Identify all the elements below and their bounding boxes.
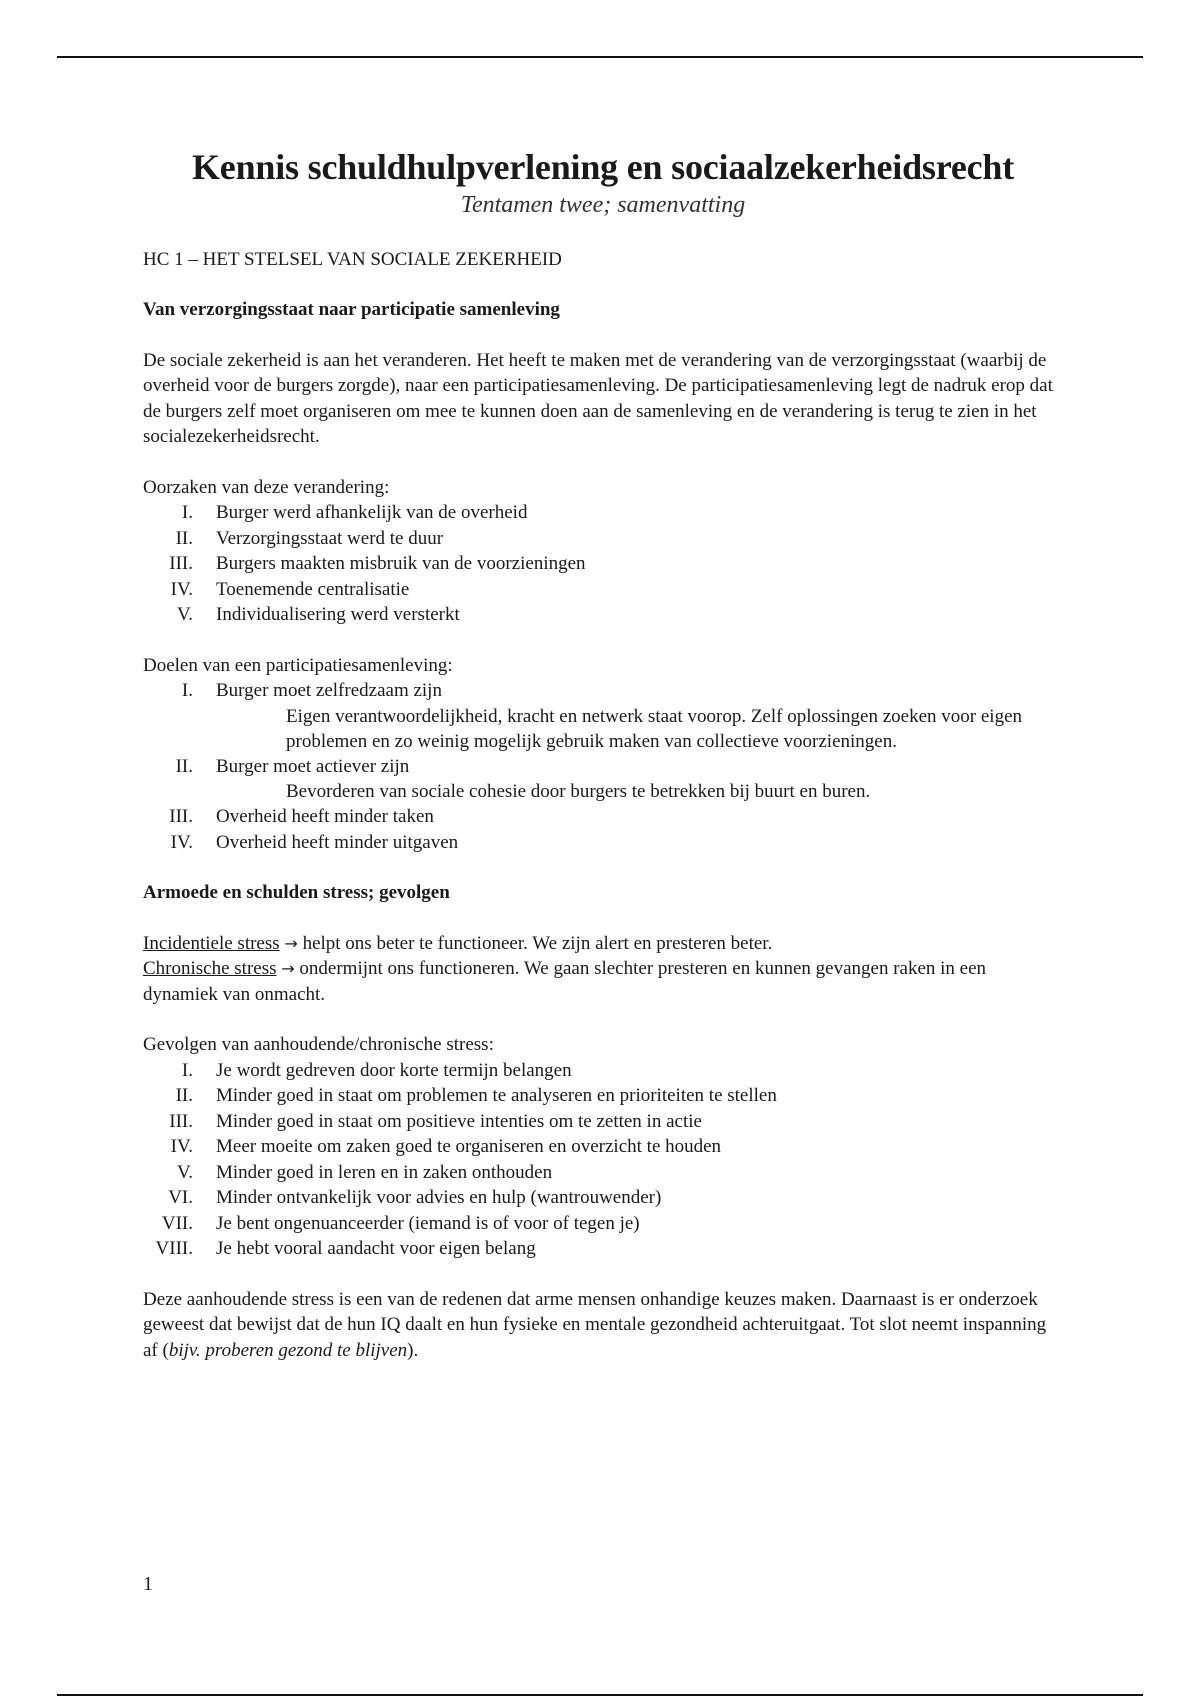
section-heading: HC 1 – HET STELSEL VAN SOCIALE ZEKERHEID	[143, 249, 562, 270]
list-item: I. Je wordt gedreven door korte termijn belangen	[181, 1059, 572, 1081]
causes-intro: Oorzaken van deze verandering:	[143, 476, 390, 498]
document-body	[143, 144, 1063, 1363]
incidental-label: Incidentiele stress	[143, 932, 280, 954]
goals-intro: Doelen van een participatiesamenleving:	[143, 654, 453, 676]
list-item-detail: Bevorderen van sociale cohesie door burgers te betrekken bij buurt en buren.	[286, 781, 871, 802]
page-number: 1	[143, 1573, 153, 1595]
stress-chronic: Chronische stress → ondermijnt ons functioneren. We gaan slechter presteren en kunnen gevangen raken in een dynamiek van onmacht.	[143, 958, 987, 1005]
document-subtitle: Tentamen twee; samenvatting	[460, 192, 746, 218]
closing-paragraph: Deze aanhoudende stress is een van de redenen dat arme mensen onhandige keuzes maken. Daarnaast is er onderzoek geweest dat bewijst dat de hun IQ daalt en hun fysieke en mentale gezondheid achteruitgaat. Tot slot neemt inspanning af (bijv. proberen gezond te blijven).	[143, 1288, 1047, 1361]
bottom-rule	[57, 1694, 1143, 1696]
closing-italic: bijv. proberen gezond te blijven	[168, 1339, 408, 1361]
subheading-verzorgingsstaat: Van verzorgingsstaat naar participatie samenleving	[143, 299, 560, 320]
list-item: I. Burger moet zelfredzaam zijn Eigen verantwoordelijkheid, kracht en netwerk staat voorop. Zelf oplossingen zoeken voor eigen problemen en zo weinig mogelijk gebruik maken van collectieve voorzieningen.	[143, 678, 1063, 754]
list-item: II. Verzorgingsstaat werd te duur	[175, 527, 444, 549]
list-item: II. Minder goed in staat om problemen te analyseren en prioriteiten te stellen	[175, 1085, 777, 1106]
arrow-right-icon: →	[281, 959, 295, 978]
list-item: VII. Je bent ongenuanceerder (iemand is of voor of tegen je)	[161, 1212, 640, 1234]
subheading-stress: Armoede en schulden stress; gevolgen	[143, 882, 450, 903]
list-item-detail: Eigen verantwoordelijkheid, kracht en netwerk staat voorop. Zelf oplossingen zoeken voor eigen problemen en zo weinig mogelijk gebruik maken van collectieve voorzieningen.	[286, 705, 1023, 752]
causes-list	[143, 500, 1063, 628]
consequences-intro: Gevolgen van aanhoudende/chronische stress:	[143, 1034, 494, 1055]
list-item: IV. Toenemende centralisatie	[170, 578, 410, 600]
list-item: VI. Minder ontvankelijk voor advies en hulp (wantrouwender)	[168, 1187, 662, 1208]
list-item: IV. Meer moeite om zaken goed te organiseren en overzicht te houden	[170, 1136, 722, 1157]
goals-list	[143, 678, 1063, 855]
stress-incidental: Incidentiele stress → helpt ons beter te functioneer. We zijn alert en presteren beter.	[143, 932, 773, 954]
list-item: II. Burger moet actiever zijn Bevorderen van sociale cohesie door burgers te betrekken bij buurt en buren.	[143, 754, 1063, 805]
list-item: I. Burger werd afhankelijk van de overheid	[181, 502, 528, 523]
list-item: III. Burgers maakten misbruik van de voorzieningen	[169, 553, 586, 574]
list-item: VIII. Je hebt vooral aandacht voor eigen belang	[155, 1238, 536, 1259]
paragraph-intro: De sociale zekerheid is aan het veranderen. Het heeft te maken met de verandering van de verzorgingsstaat (waarbij de overheid voor de burgers zorgde), naar een participatiesamenleving. De participatiesamenleving legt de nadruk erop dat de burgers zelf moet organiseren om mee te kunnen doen aan de samenleving en de verandering is terug te zien in het socialezekerheidsrecht.	[143, 349, 1053, 447]
list-item: V. Individualisering werd versterkt	[176, 604, 460, 625]
list-item: V. Minder goed in leren en in zaken onthouden	[176, 1161, 553, 1183]
list-item: III. Overheid heeft minder taken	[169, 806, 434, 827]
list-item: III. Minder goed in staat om positieve intenties om te zetten in actie	[169, 1110, 702, 1132]
top-rule	[57, 56, 1143, 58]
arrow-right-icon: →	[284, 933, 298, 953]
document-title: Kennis schuldhulpverlening en sociaalzekerheidsrecht	[192, 147, 1014, 187]
chronic-label: Chronische stress	[143, 958, 277, 979]
list-item: IV. Overheid heeft minder uitgaven	[170, 831, 459, 853]
consequences-list	[143, 1058, 1063, 1262]
